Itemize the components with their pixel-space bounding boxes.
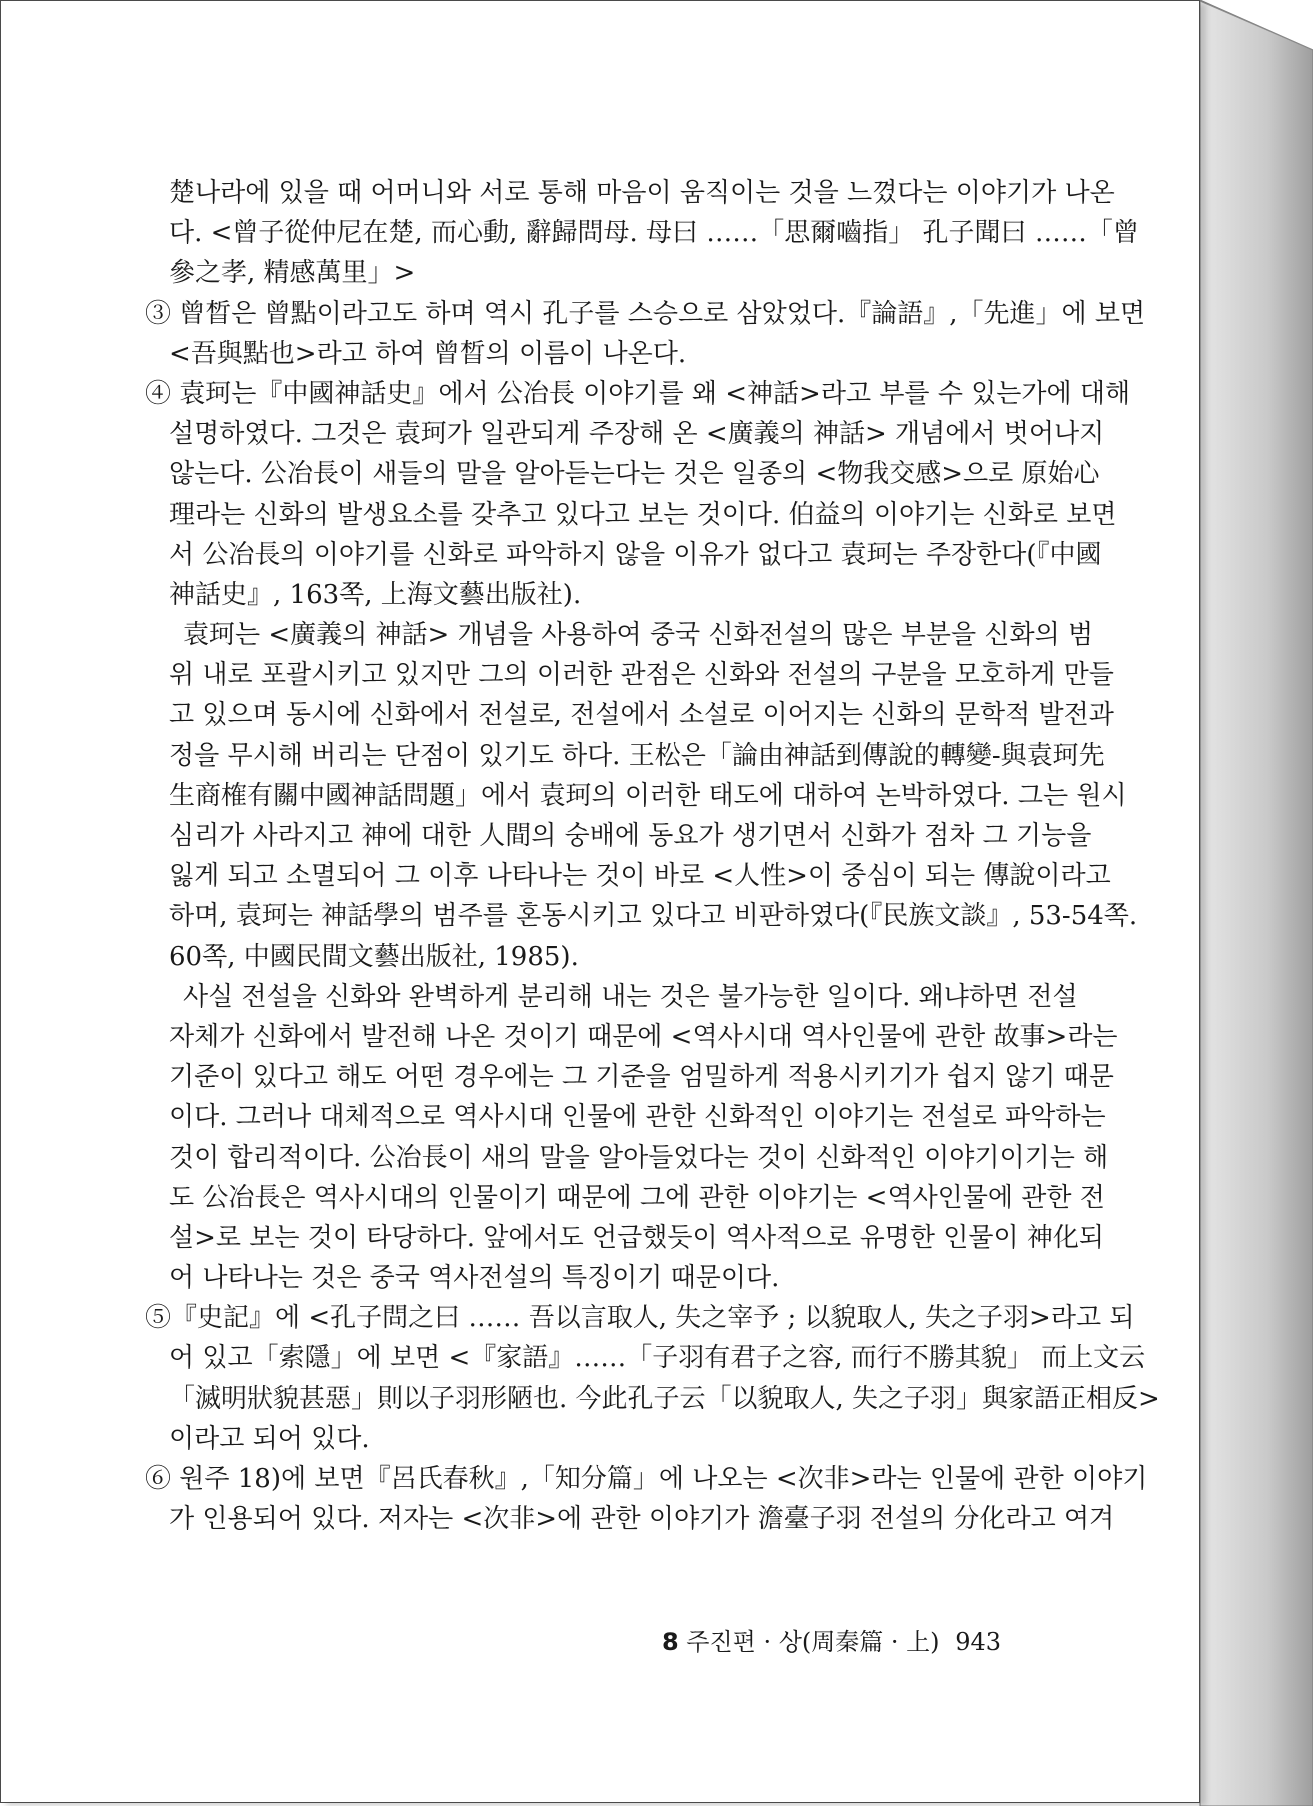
chapter-title: 주진편 · 상(周秦篇 · 上): [686, 1628, 940, 1656]
text-line: 이라고 되어 있다.: [169, 1423, 370, 1454]
text-line: 어 있고「索隱」에 보면 <『家語』……「子羽有君子之容, 而行不勝其貌」 而上文云: [169, 1343, 1146, 1374]
page-footer: [1, 1622, 1001, 1657]
text-line: 60쪽, 中國民間文藝出版社, 1985).: [169, 941, 579, 972]
text-line: 설>로 보는 것이 타당하다. 앞에서도 언급했듯이 역사적으로 유명한 인물이 神化되: [169, 1222, 1105, 1253]
text-line: 심리가 사라지고 神에 대한 人間의 숭배에 동요가 생기면서 신화가 점차 그 기능을: [169, 821, 1092, 851]
text-line: 하며, 袁珂는 神話學의 범주를 혼동시키고 있다고 비판하였다(『民族文談』, 53-54쪽.: [169, 901, 1138, 932]
text-line: 기준이 있다고 해도 어떤 경우에는 그 기준을 엄밀하게 적용시키기가 쉽지 않기 때문: [169, 1062, 1114, 1093]
text-line: 것이 합리적이다. 公冶長이 새의 말을 알아들었다는 것이 신화적인 이야기이기는 해: [169, 1142, 1109, 1173]
note-4-line: ④ 袁珂는『中國神話史』에서 公冶長 이야기를 왜 <神話>라고 부를 수 있는가에 대해: [145, 378, 1131, 409]
text-line: 生商榷有關中國神話問題」에서 袁珂의 이러한 태도에 대하여 논박하였다. 그는 원시: [169, 780, 1127, 811]
note-3-line: ③ 曾晳은 曾點이라고도 하며 역시 孔子를 스승으로 삼았었다.『論語』,「先進」에 보면: [145, 298, 1146, 329]
text-line: 잃게 되고 소멸되어 그 이후 나타나는 것이 바로 <人性>이 중심이 되는 傳說이라고: [169, 861, 1111, 892]
text-line: 도 公冶長은 역사시대의 인물이기 때문에 그에 관한 이야기는 <역사인물에 관한 전: [169, 1182, 1105, 1213]
text-line: 가 인용되어 있다. 저자는 <次非>에 관한 이야기가 澹臺子羽 전설의 分化라고 여겨: [169, 1504, 1115, 1535]
text-line: 정을 무시해 버리는 단점이 있기도 하다. 王松은「論由神話到傳說的轉變-與袁珂先: [169, 740, 1105, 771]
text-line: 楚나라에 있을 때 어머니와 서로 통해 마음이 움직이는 것을 느꼈다는 이야기가 나온: [169, 178, 1115, 208]
text-line: 參之孝, 精感萬里」>: [169, 258, 416, 289]
text-line: 않는다. 公冶長이 새들의 말을 알아듣는다는 것은 일종의 <物我交感>으로 原始心: [169, 459, 1100, 490]
book-side-edge: [1200, 0, 1313, 1806]
text-line: 神話史』, 163쪽, 上海文藝出版社).: [169, 579, 582, 610]
note-6-line: ⑥ 원주 18)에 보면『呂氏春秋』,「知分篇」에 나오는 <次非>라는 인물에 관한 이야기: [145, 1464, 1148, 1494]
page-number: 943: [955, 1628, 1001, 1656]
page-body: [145, 173, 1160, 1539]
text-line: 서 公冶長의 이야기를 신화로 파악하지 않을 이유가 없다고 袁珂는 주장한다(『中國: [169, 539, 1102, 570]
text-line: 위 내로 포괄시키고 있지만 그의 이러한 관점은 신화와 전설의 구분을 모호하게 만들: [169, 660, 1114, 691]
text-line: 설명하였다. 그것은 袁珂가 일관되게 주장해 온 <廣義의 神話> 개념에서 벗어나지: [169, 419, 1105, 450]
text-line: 자체가 신화에서 발전해 나온 것이기 때문에 <역사시대 역사인물에 관한 故事>라는: [169, 1021, 1118, 1052]
text-line: 고 있으며 동시에 신화에서 전설로, 전설에서 소설로 이어지는 신화의 문학적 발전과: [169, 700, 1114, 731]
chapter-number: 8: [661, 1628, 679, 1656]
text-line: 어 나타나는 것은 중국 역사전설의 특징이기 때문이다.: [169, 1263, 780, 1294]
paragraph-start-line: 사실 전설을 신화와 완벽하게 분리해 내는 것은 불가능한 일이다. 왜냐하면 전설: [183, 981, 1078, 1012]
text-line: 「滅明狀貌甚惡」則以子羽形陋也. 今此孔子云「以貌取人, 失之子羽」與家語正相反>: [169, 1383, 1160, 1414]
paragraph-start-line: 袁珂는 <廣義의 神話> 개념을 사용하여 중국 신화전설의 많은 부분을 신화의 범: [183, 620, 1094, 651]
text-line: 理라는 신화의 발생요소를 갖추고 있다고 보는 것이다. 伯益의 이야기는 신화로 보면: [169, 499, 1117, 530]
text-line: 이다. 그러나 대체적으로 역사시대 인물에 관한 신화적인 이야기는 전설로 파악하는: [169, 1102, 1106, 1133]
text-line: 다. <曾子從仲尼在楚, 而心動, 辭歸問母. 母曰 ……「思爾嚙指」 孔子聞曰 ……「曾: [169, 218, 1139, 249]
note-5-line: ⑤『史記』에 <孔子問之曰 …… 吾以言取人, 失之宰予 ; 以貌取人, 失之子羽>라고 되: [145, 1303, 1135, 1334]
text-line: <吾與點也>라고 하여 曾晳의 이름이 나온다.: [169, 338, 687, 369]
